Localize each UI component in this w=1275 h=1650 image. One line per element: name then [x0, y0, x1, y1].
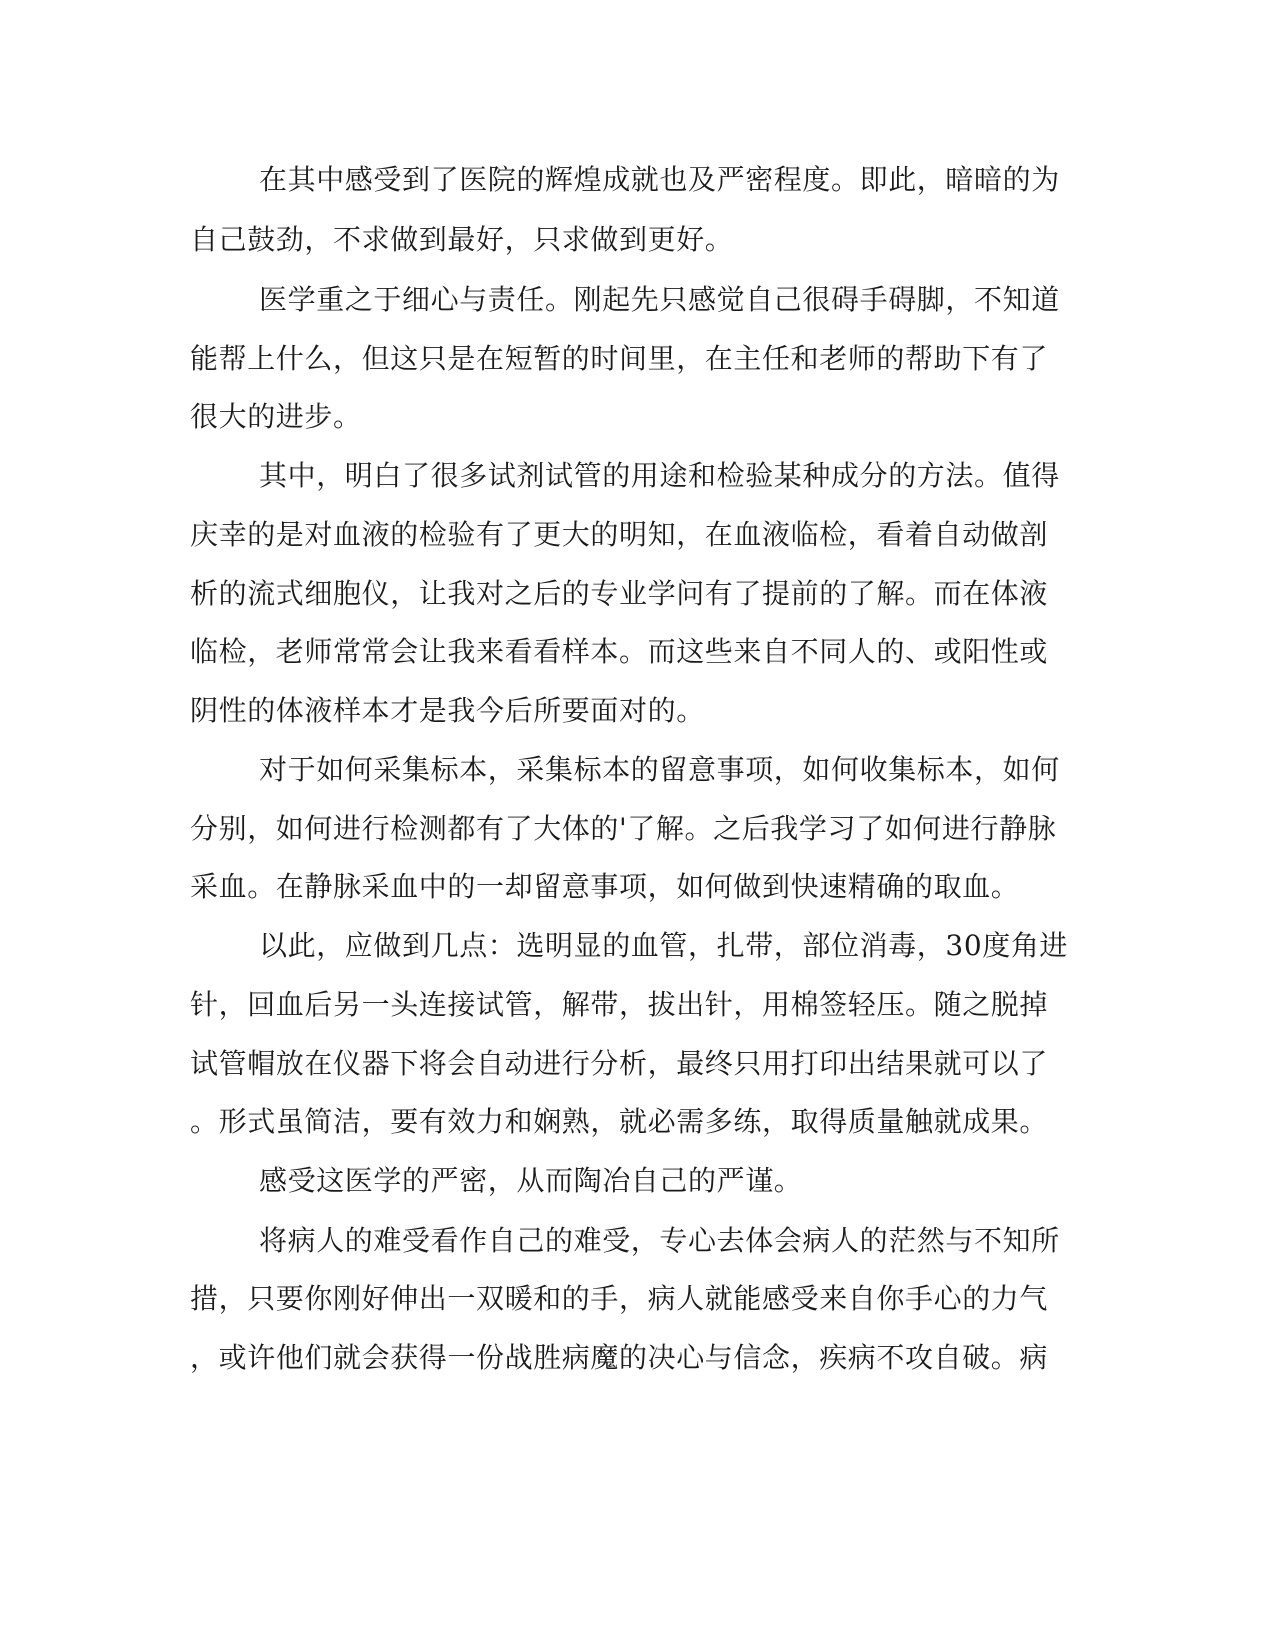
text-line: 试管帽放在仪器下将会自动进行分析，最终只用打印出结果就可以了 — [190, 1047, 1049, 1080]
text-line: 能帮上什么，但这只是在短暂的时间里，在主任和老师的帮助下有了 — [190, 342, 1049, 375]
text-line: ，或许他们就会获得一份战胜病魔的决心与信念，疾病不攻自破。病 — [190, 1341, 1049, 1374]
text-line: 对于如何采集标本，采集标本的留意事项，如何收集标本，如何 — [259, 753, 1060, 786]
text-line: 采血。在静脉采血中的一却留意事项，如何做到快速精确的取血。 — [190, 870, 1020, 903]
text-line: 在其中感受到了医院的辉煌成就也及严密程度。即此，暗暗的为 — [259, 163, 1060, 196]
text-line: 阴性的体液样本才是我今后所要面对的。 — [190, 694, 705, 727]
text-line: 很大的进步。 — [190, 400, 362, 433]
text-line: 将病人的难受看作自己的难受，专心去体会病人的茫然与不知所 — [259, 1224, 1060, 1257]
text-line: 以此，应做到几点：选明显的血管，扎带，部位消毒，30度角进 — [259, 929, 1069, 962]
text-line: 针，回血后另一头连接试管，解带，拔出针，用棉签轻压。随之脱掉 — [190, 988, 1049, 1021]
text-line: 。形式虽简洁，要有效力和娴熟，就必需多练，取得质量触就成果。 — [190, 1105, 1049, 1138]
text-line: 感受这医学的严密，从而陶冶自己的严谨。 — [259, 1164, 803, 1197]
text-line: 庆幸的是对血液的检验有了更大的明知，在血液临检，看着自动做剖 — [190, 518, 1049, 551]
text-line: 医学重之于细心与责任。刚起先只感觉自己很碍手碍脚，不知道 — [259, 283, 1060, 316]
text-line: 临检，老师常常会让我来看看样本。而这些来自不同人的、或阳性或 — [190, 635, 1049, 668]
text-line: 分别，如何进行检测都有了大体的'了解。之后我学习了如何进行静脉 — [190, 812, 1057, 845]
text-line: 其中，明白了很多试剂试管的用途和检验某种成分的方法。值得 — [259, 459, 1060, 492]
text-line: 析的流式细胞仪，让我对之后的专业学问有了提前的了解。而在体液 — [190, 577, 1049, 610]
text-line: 自己鼓劲，不求做到最好，只求做到更好。 — [190, 223, 734, 256]
text-line: 措，只要你刚好伸出一双暖和的手，病人就能感受来自你手心的力气 — [190, 1282, 1049, 1315]
